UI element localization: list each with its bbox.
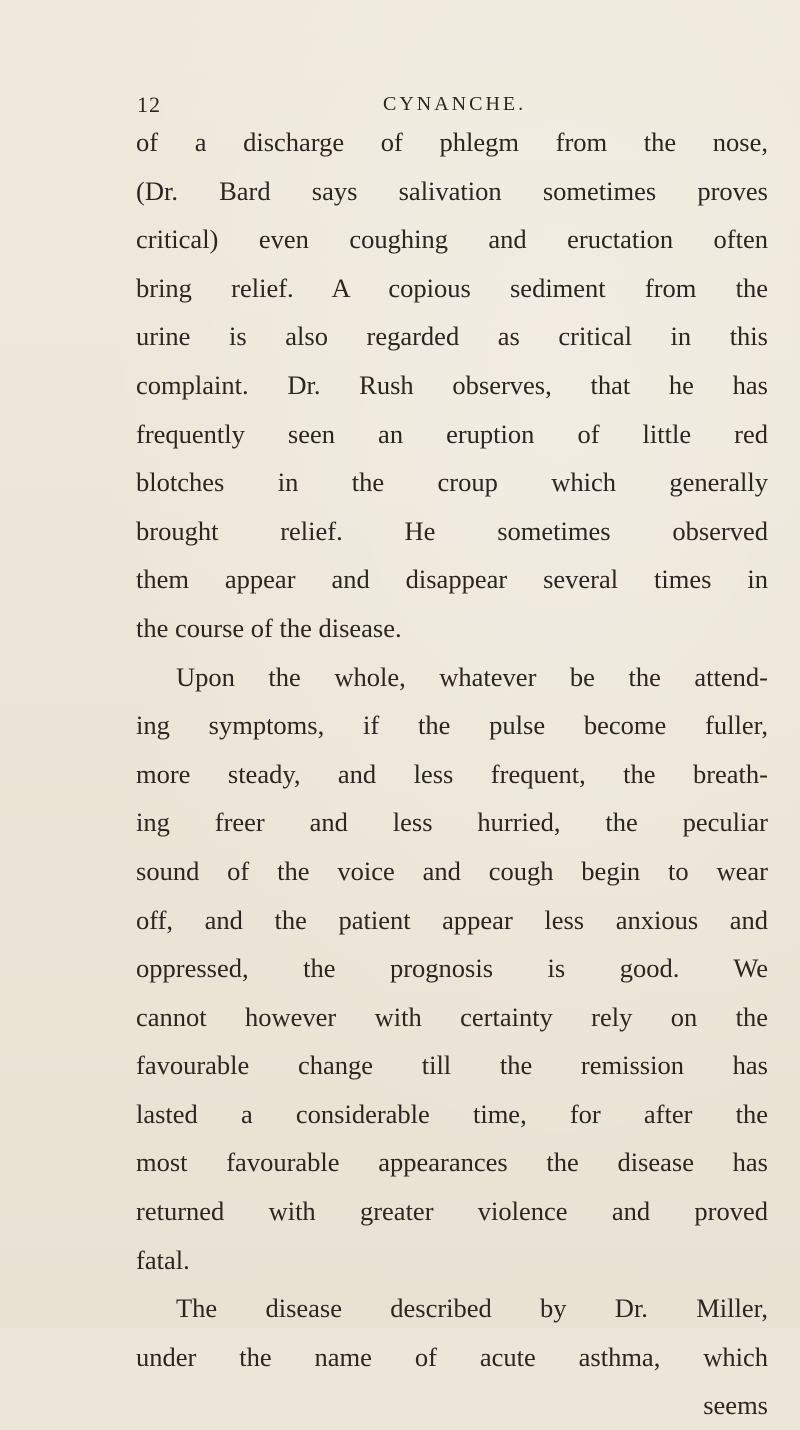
text-line: under the name of acute asthma, which [136, 1341, 768, 1372]
text-line: complaint. Dr. Rush observes, that he has [136, 369, 768, 400]
body-text [136, 118, 768, 1430]
text-line: oppressed, the prognosis is good. We [136, 953, 768, 984]
text-line: sound of the voice and cough begin to wear [136, 855, 768, 886]
text-line: most favourable appearances the disease has [136, 1147, 768, 1178]
text-line: ing symptoms, if the pulse become fuller, [136, 710, 768, 741]
text-line: urine is also regarded as critical in this [136, 321, 768, 352]
text-line: of a discharge of phlegm from the nose, [136, 127, 768, 157]
text-line: more steady, and less frequent, the breath- [136, 758, 768, 789]
text-line: blotches in the croup which generally [136, 467, 768, 498]
text-line: (Dr. Bard says salivation sometimes proves [136, 175, 768, 206]
running-title: CYNANCHE. [383, 93, 527, 115]
text-line: returned with greater violence and proved [136, 1196, 768, 1227]
text-line: Upon the whole, whatever be the attend- [176, 661, 768, 692]
catchword: seems [703, 1390, 768, 1421]
text-line: fatal. [136, 1244, 190, 1275]
text-line: cannot however with certainty rely on the [136, 1001, 768, 1032]
text-line: The disease described by Dr. Miller, [176, 1293, 768, 1324]
page-number: 12 [137, 92, 161, 117]
text-line: them appear and disappear several times in [136, 564, 768, 595]
text-line: brought relief. He sometimes observed [136, 515, 768, 546]
text-line: ing freer and less hurried, the peculiar [136, 807, 768, 838]
text-line: critical) even coughing and eructation often [136, 224, 768, 255]
text-line: favourable change till the remission has [136, 1050, 768, 1081]
text-line: off, and the patient appear less anxious and [136, 904, 768, 935]
text-line: the course of the disease. [136, 612, 402, 643]
text-line: lasted a considerable time, for after the [136, 1098, 768, 1129]
text-line: frequently seen an eruption of little red [136, 418, 768, 449]
text-line: bring relief. A copious sediment from the [136, 272, 768, 303]
